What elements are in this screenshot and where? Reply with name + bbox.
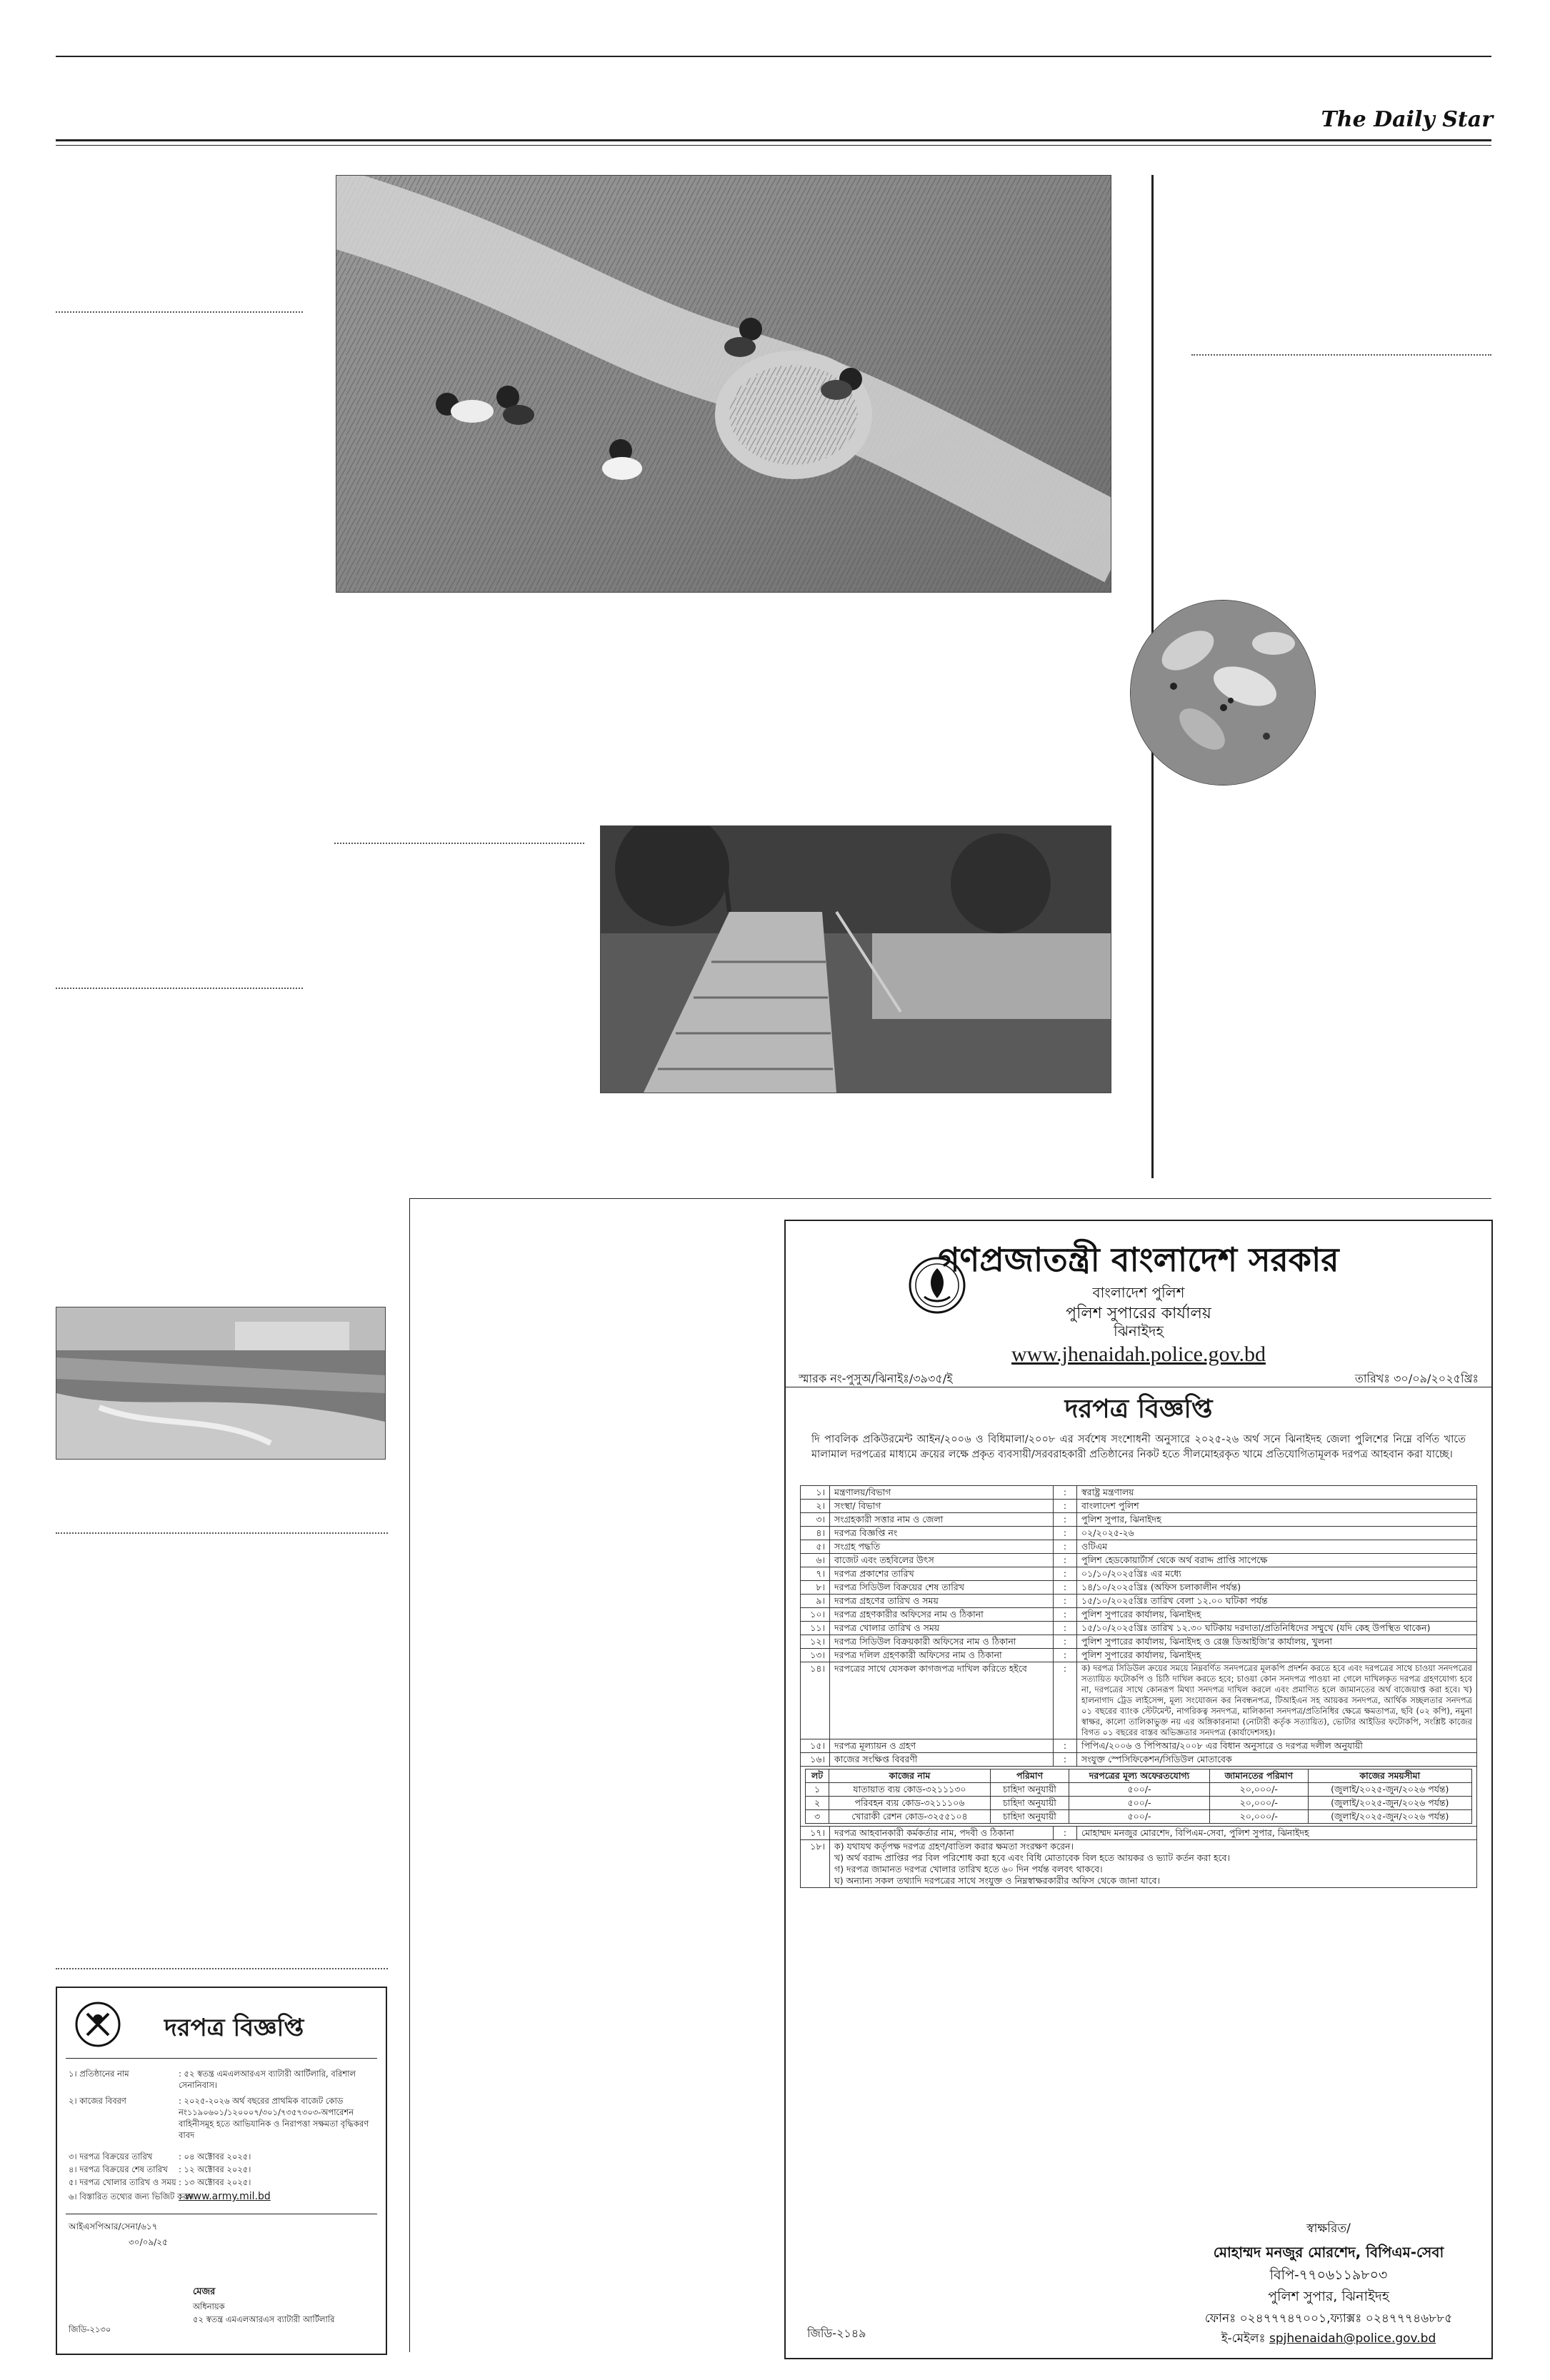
- army-signer-rank: মেজর: [193, 2286, 216, 2297]
- row-value: পিপিএ/২০০৬ ও পিপিআর/২০০৮ এর বিধান অনুসারে ও দরপত্র দলীল অনুযায়ী: [1077, 1739, 1477, 1753]
- lot-cell: ৫০০/-: [1069, 1783, 1210, 1797]
- table-row: [801, 1649, 1477, 1662]
- lot-header-cell: লট: [806, 1769, 829, 1783]
- separator: [56, 988, 303, 989]
- army-row-value: : ১৩ অক্টোবর ২০২৫।: [179, 2177, 251, 2187]
- lot-header-cell: কাজের নাম: [829, 1769, 991, 1783]
- lot-cell: ২০,০০০/-: [1209, 1810, 1308, 1824]
- lot-cell: চাহিদা অনুযায়ী: [990, 1783, 1069, 1797]
- separator: [56, 1532, 388, 1534]
- army-tender-notice: [56, 1987, 387, 2355]
- army-row-label: ৪। দরপত্র বিক্রয়ের শেষ তারিখ: [69, 2164, 168, 2174]
- office-name: পুলিশ সুপারের কার্যালয়: [1066, 1305, 1211, 1322]
- army-notice-title: দরপত্র বিজ্ঞপ্তি: [164, 2014, 304, 2042]
- army-row-value: : ২০২৫-২০২৬ অর্থ বছরের প্রাথমিক বাজেট কোড নং১১৯০৬০১/১২০০০৭/৩০১/৭৩৫৭৩০৩-অপারেশন বাহিনীসমূহ হতে আভিযানিক ও নিরাপত্তা সক্ষমতা বৃদ্ধিকরণ বাবদ: [179, 2096, 369, 2140]
- lot-table-cell: [801, 1767, 1477, 1827]
- row-number: ১৬।: [801, 1753, 830, 1767]
- row-number: ১৭।: [801, 1827, 830, 1840]
- row-value: বাংলাদেশ পুলিশ: [1077, 1500, 1477, 1513]
- signed-label: স্বাক্ষরিত/: [1306, 2221, 1351, 2236]
- row-number: ১৫।: [801, 1739, 830, 1753]
- email-link[interactable]: spjhenaidah@police.gov.bd: [1269, 2331, 1436, 2346]
- separator: [1191, 354, 1491, 356]
- table-row: [801, 1486, 1477, 1500]
- row-colon: :: [1054, 1739, 1077, 1753]
- row-colon: :: [1054, 1500, 1077, 1513]
- contact-phone: ফোনঃ ০২৪৭৭৭৪৭০০১,ফ্যাক্সঃ ০২৪৭৭৭৪৬৮৮৫: [1204, 2311, 1453, 2326]
- lot-cell: ৫০০/-: [1069, 1797, 1210, 1810]
- row-colon: :: [1054, 1527, 1077, 1540]
- row-colon: :: [1054, 1649, 1077, 1662]
- lot-cell: চাহিদা অনুযায়ী: [990, 1810, 1069, 1824]
- row-colon: :: [1054, 1540, 1077, 1554]
- table-row: [801, 1608, 1477, 1622]
- table-row: [801, 1554, 1477, 1567]
- row-label: দরপত্র সিডিউল বিক্রয়কারী অফিসের নাম ও ঠিকানা: [830, 1635, 1054, 1649]
- top-rule: [56, 56, 1491, 57]
- row-value: পুলিশ সুপার, ঝিনাইদহ: [1077, 1513, 1477, 1527]
- table-row: [801, 1500, 1477, 1513]
- lot-cell: ১: [806, 1783, 829, 1797]
- row-value: ০১/১০/২০২৫খ্রিঃ এর মধ্যে: [1077, 1567, 1477, 1581]
- lot-row: [806, 1783, 1472, 1797]
- table-row: [801, 1662, 1477, 1739]
- army-signer-role: অধিনায়ক: [193, 2301, 225, 2311]
- row-colon: :: [1054, 1662, 1077, 1739]
- row-label: দরপত্র মূল্যায়ন ও গ্রহণ: [830, 1739, 1054, 1753]
- row-value: ০২/২০২৫-২৬: [1077, 1527, 1477, 1540]
- government-title: গণপ্রজাতন্ত্রী বাংলাদেশ সরকার: [938, 1240, 1339, 1279]
- table-row: [801, 1527, 1477, 1540]
- conditions-cell: [830, 1840, 1477, 1888]
- table-row: [801, 1840, 1477, 1888]
- lot-header-cell: দরপত্রের মূল্য অফেরতযোগ্য: [1069, 1769, 1210, 1783]
- photo-flood-road: [56, 1307, 386, 1460]
- lot-cell: (জুলাই/২০২৫-জুন/২০২৬ পর্যন্ত): [1308, 1783, 1471, 1797]
- notice-date: তারিখঃ ৩০/০৯/২০২৫খ্রিঃ: [1354, 1372, 1479, 1385]
- army-row-value: : ০৪ অক্টোবর ২০২৫।: [179, 2151, 251, 2161]
- army-ad-code: জিডি-২১৩০: [69, 2324, 111, 2334]
- lot-cell: ২: [806, 1797, 829, 1810]
- row-label: বাজেট এবং তহবিলের উৎস: [830, 1554, 1054, 1567]
- condition-line: ক) যথাযথ কর্তৃপক্ষ দরপত্র গ্রহণ/বাতিল করার ক্ষমতা সংরক্ষণ করেন।: [834, 1841, 1074, 1852]
- row-value: ১৪/১০/২০২৫খ্রিঃ (অফিস চলাকালীন পর্যন্ত): [1077, 1581, 1477, 1595]
- photo-wooden-bridge: [600, 825, 1111, 1093]
- table-row: [801, 1581, 1477, 1595]
- row-number: ১০।: [801, 1608, 830, 1622]
- ad-code: জিডি-২১৪৯: [807, 2326, 866, 2340]
- row-colon: :: [1054, 1567, 1077, 1581]
- row-number: ৯।: [801, 1595, 830, 1608]
- table-row: [801, 1767, 1477, 1827]
- row-colon: :: [1054, 1827, 1077, 1840]
- row-number: ১৩।: [801, 1649, 830, 1662]
- table-row: [801, 1513, 1477, 1527]
- lot-row: [806, 1810, 1472, 1824]
- section-rule: [409, 1198, 1491, 1199]
- row-value: পুলিশ সুপারের কার্যালয়, ঝিনাইদহ: [1077, 1649, 1477, 1662]
- lot-cell: (জুলাই/২০২৫-জুন/২০২৬ পর্যন্ত): [1308, 1797, 1471, 1810]
- row-colon: :: [1054, 1581, 1077, 1595]
- lot-cell: ২০,০০০/-: [1209, 1797, 1308, 1810]
- row-value: সংযুক্ত স্পেসিফিকেশন/সিডিউল মোতাবেক: [1077, 1753, 1477, 1767]
- bottom-left-divider: [409, 1198, 410, 2352]
- row-colon: :: [1054, 1608, 1077, 1622]
- notice-intro: দি পাবলিক প্রকিউরমেন্ট আইন/২০০৬ ও বিধিমালা/২০০৮ এর সর্বশেষ সংশোধনী অনুসারে ২০২৫-২৬ অর্থ সনে ঝিনাইদহ জেলা পুলিশের নিম্নে বর্ণিত খাতে মালামাল দরপত্রের মাধ্যমে ক্রয়ের লক্ষে প্রকৃত ব্যবসায়ী/সরবরাহকারী প্রতিষ্ঠানের নিকট হতে সীলমোহরকৃত খামে প্রতিযোগিতামূলক দরপত্র আহবান করা যাচ্ছে।: [811, 1434, 1466, 1460]
- table-row: [801, 1540, 1477, 1554]
- army-row-label: ২। কাজের বিবরণ: [69, 2096, 126, 2106]
- condition-line: খ) অর্থ বরাদ্দ প্রাপ্তির পর বিল পরিশোধ করা হবে এবং বিধি মোতাবেক বিল হতে আয়কর ও ভ্যাট কর্তন করা হবে।: [834, 1852, 1231, 1863]
- lot-header-cell: কাজের সময়সীমা: [1308, 1769, 1471, 1783]
- row-number: ১১।: [801, 1622, 830, 1635]
- table-row: [801, 1595, 1477, 1608]
- row-value: ক) দরপত্র সিডিউল ক্রয়ের সময়ে নিম্নবর্ণিত সনদপত্রের মূলকপি প্রদর্শন করতে হবে এবং দরপত্রের সাথে চাওয়া সনদপত্রের সত্যায়িত ফটোকপি ও চিঠি দাখিল করতে হবে; চাওয়া কোন সনদপত্র পাওয়া না গেলে দাখিলকৃত দরপত্র গ্রহণযোগ্য হবে না, দরপত্রের সাথে কোনরূপ মিথ্যা সনদপত্র দাখিল করলে এবং প্রমাণিত হলে জামানতের অর্থ বাজেয়াপ্ত করা হবে। খ) হালনাগাদ ট্রেড লাইসেন্স, মূল্য সংযোজন কর নিবন্ধনপত্র, টিআইএন সহ আয়কর সনদপত্র, আর্থিক সচ্ছলতার সনদপত্র ০১ বছরের ব্যাংক স্টেটমেন্ট, নাগরিকত্ব সনদপত্র, মালিকানা সনদপত্র/প্রতিনিধির ক্ষেত্রে ক্ষমতাপত্র, ছবি (০২ কপি), নমুনা স্বাক্ষর, কালো তালিকাভুক্ত নয় এর অঙ্গিকারনামা (নোটারী কর্তৃক সত্যায়িত), ভোটার আইডির ফটোকপি, সংশ্লিষ্ট কাজের বিগত ০১ বছরের বাস্তব অভিজ্ঞতার সনদপত্র (কার্যাদেশসহ)।: [1077, 1662, 1477, 1739]
- masthead-rule: [56, 139, 1491, 141]
- signer-id: বিপি-৭৭০৬১১৯৮০৩: [1269, 2267, 1388, 2283]
- table-row: [801, 1739, 1477, 1753]
- separator: [56, 311, 303, 313]
- row-colon: :: [1054, 1486, 1077, 1500]
- row-colon: :: [1054, 1595, 1077, 1608]
- row-colon: :: [1054, 1753, 1077, 1767]
- masthead-logo: The Daily Star: [1321, 107, 1493, 132]
- row-colon: :: [1054, 1622, 1077, 1635]
- signer-name: মোহাম্মদ মনজুর মোরশেদ, বিপিএম-সেবা: [1213, 2244, 1444, 2261]
- row-number: ১৮।: [801, 1840, 830, 1888]
- row-label: দরপত্রের সাথে যেসকল কাগজপত্র দাখিল করিতে হইবে: [830, 1662, 1054, 1739]
- row-number: ১২।: [801, 1635, 830, 1649]
- row-number: ৮।: [801, 1581, 830, 1595]
- lot-cell: পরিবহন ব্যয় কোড-৩২১১১০৬: [829, 1797, 991, 1810]
- row-label: দরপত্র গ্রহণের তারিখ ও সময়: [830, 1595, 1054, 1608]
- row-value: ১৫/১০/২০২৫খ্রিঃ তারিখ বেলা ১২.০০ ঘটিকা পর্যন্ত: [1077, 1595, 1477, 1608]
- row-number: ৭।: [801, 1567, 830, 1581]
- department-name: বাংলাদেশ পুলিশ: [1092, 1284, 1185, 1301]
- lot-table: [805, 1769, 1472, 1824]
- row-label: দরপত্র গ্রহণকারীর অফিসের নাম ও ঠিকানা: [830, 1608, 1054, 1622]
- row-number: ৫।: [801, 1540, 830, 1554]
- row-label: দরপত্র প্রকাশের তারিখ: [830, 1567, 1054, 1581]
- lot-cell: ২০,০০০/-: [1209, 1783, 1308, 1797]
- table-row: [801, 1622, 1477, 1635]
- row-number: ৩।: [801, 1513, 830, 1527]
- table-row: [801, 1635, 1477, 1649]
- lot-header-cell: পরিমাণ: [990, 1769, 1069, 1783]
- row-label: দরপত্র দলিল গ্রহণকারী অফিসের নাম ও ঠিকানা: [830, 1649, 1054, 1662]
- notice-title: দরপত্র বিজ্ঞপ্তি: [1064, 1395, 1213, 1424]
- separator: [334, 843, 584, 844]
- row-number: ১৪।: [801, 1662, 830, 1739]
- table-row: [801, 1827, 1477, 1840]
- army-row-value: : ১২ অক্টোবর ২০২৫।: [179, 2164, 251, 2174]
- army-ref: আইএসপিআর/সেনা/৬১৭: [69, 2221, 158, 2231]
- row-label: দরপত্র সিডিউল বিক্রয়ের শেষ তারিখ: [830, 1581, 1054, 1595]
- lot-cell: যাতায়াত ব্যয় কোড-৩২১১১৩০: [829, 1783, 991, 1797]
- army-website-link[interactable]: : www.army.mil.bd: [179, 2191, 271, 2202]
- masthead-rule-thin: [56, 145, 1491, 146]
- row-number: ৬।: [801, 1554, 830, 1567]
- army-row-label: ৫। দরপত্র খোলার তারিখ ও সময়: [69, 2177, 176, 2187]
- tender-details-table: [800, 1485, 1477, 1888]
- lot-cell: (জুলাই/২০২৫-জুন/২০২৬ পর্যন্ত): [1308, 1810, 1471, 1824]
- army-ref-date: ৩০/০৯/২৫: [129, 2237, 168, 2247]
- army-row-value: : ৫২ স্বতন্ত্র এমএলআরএস ব্যাটারী আর্টিলারি, বরিশাল সেনানিবাস।: [179, 2069, 356, 2090]
- row-value: স্বরাষ্ট্র মন্ত্রণালয়: [1077, 1486, 1477, 1500]
- lot-cell: ৫০০/-: [1069, 1810, 1210, 1824]
- row-label: দরপত্র খোলার তারিখ ও সময়: [830, 1622, 1054, 1635]
- row-value: পুলিশ সুপারের কার্যালয়, ঝিনাইদহ ও রেঞ্জ ডিআইজি’র কার্যালয়, খুলনা: [1077, 1635, 1477, 1649]
- row-colon: :: [1054, 1513, 1077, 1527]
- email-label: ই-মেইলঃ: [1221, 2331, 1269, 2346]
- row-number: ২।: [801, 1500, 830, 1513]
- memo-number: স্মারক নং-পুসুঅ/ঝিনাইঃ/৩৯৩৫/ই: [799, 1372, 953, 1385]
- row-label: দরপত্র বিজ্ঞপ্তি নং: [830, 1527, 1054, 1540]
- row-label: সংগ্রহ পদ্ধতি: [830, 1540, 1054, 1554]
- row-label: মন্ত্রণালয়/বিভাগ: [830, 1486, 1054, 1500]
- army-row-label: ৩। দরপত্র বিক্রয়ের তারিখ: [69, 2151, 153, 2161]
- row-label: কাজের সংক্ষিপ্ত বিবরণী: [830, 1753, 1054, 1767]
- lot-cell: খোরাকী রেশন কোড-৩২৫৫১০৪: [829, 1810, 991, 1824]
- row-value: ওটিএম: [1077, 1540, 1477, 1554]
- contact-email-line: [1186, 2329, 1471, 2349]
- row-value: ১৫/১০/২০২৫খ্রিঃ তারিখ ১২.৩০ ঘটিকায় দরদাতা/প্রতিনিধিদের সম্মুখে (যদি কেহ উপস্থিত থাকেন): [1077, 1622, 1477, 1635]
- signer-title: পুলিশ সুপার, ঝিনাইদহ: [1268, 2289, 1389, 2304]
- row-value: পুলিশ সুপারের কার্যালয়, ঝিনাইদহ: [1077, 1608, 1477, 1622]
- row-label: সংস্থা/ বিভাগ: [830, 1500, 1054, 1513]
- website-link[interactable]: www.jhenaidah.police.gov.bd: [1011, 1342, 1266, 1366]
- lot-cell: ৩: [806, 1810, 829, 1824]
- table-row: [801, 1567, 1477, 1581]
- lot-cell: চাহিদা অনুযায়ী: [990, 1797, 1069, 1810]
- army-row-label: ৬। বিস্তারিত তথ্যের জন্য ভিজিট করুন: [69, 2191, 194, 2201]
- lot-header-cell: জামানতের পরিমাণ: [1209, 1769, 1308, 1783]
- army-title-rule: [66, 2058, 377, 2059]
- row-value: পুলিশ হেডকোয়ার্টার্স থেকে অর্থ বরাদ্দ প্রাপ্তি সাপেক্ষে: [1077, 1554, 1477, 1567]
- photo-field-workers: [336, 175, 1111, 593]
- lot-row: [806, 1797, 1472, 1810]
- condition-line: গ) দরপত্র জামানত দরপত্র খোলার তারিখ হতে ৬০ দিন পর্যন্ত বলবৎ থাকবে।: [834, 1864, 1103, 1874]
- army-row-label: ১। প্রতিষ্ঠানের নাম: [69, 2069, 129, 2079]
- row-label: সংগ্রহকারী সত্তার নাম ও জেলা: [830, 1513, 1054, 1527]
- row-number: ১।: [801, 1486, 830, 1500]
- photo-circle-foliage: [1130, 600, 1316, 785]
- row-colon: :: [1054, 1635, 1077, 1649]
- army-signer-unit: ৫২ স্বতন্ত্র এমএলআরএস ব্যাটারী আর্টিলারি: [193, 2314, 335, 2324]
- separator: [56, 1968, 388, 1969]
- row-label: দরপত্র আহবানকারী কর্মকর্তার নাম, পদবী ও ঠিকানা: [830, 1827, 1054, 1840]
- lot-header-row: [806, 1769, 1472, 1783]
- police-tender-notice: [784, 1220, 1493, 2359]
- row-colon: :: [1054, 1554, 1077, 1567]
- row-value: মোহাম্মদ মনজুর মোরশেদ, বিপিএম-সেবা, পুলিশ সুপার, ঝিনাইদহ: [1077, 1827, 1477, 1840]
- district-name: ঝিনাইদহ: [1113, 1322, 1164, 1340]
- army-emblem-icon: [73, 1999, 123, 2049]
- row-number: ৪।: [801, 1527, 830, 1540]
- table-row: [801, 1753, 1477, 1767]
- condition-line: ঘ) অন্যান্য সকল তথ্যাদি দরপত্রের সাথে সংযুক্ত ও নিম্নস্বাক্ষরকারীর অফিস থেকে জানা যাবে।: [834, 1875, 1161, 1886]
